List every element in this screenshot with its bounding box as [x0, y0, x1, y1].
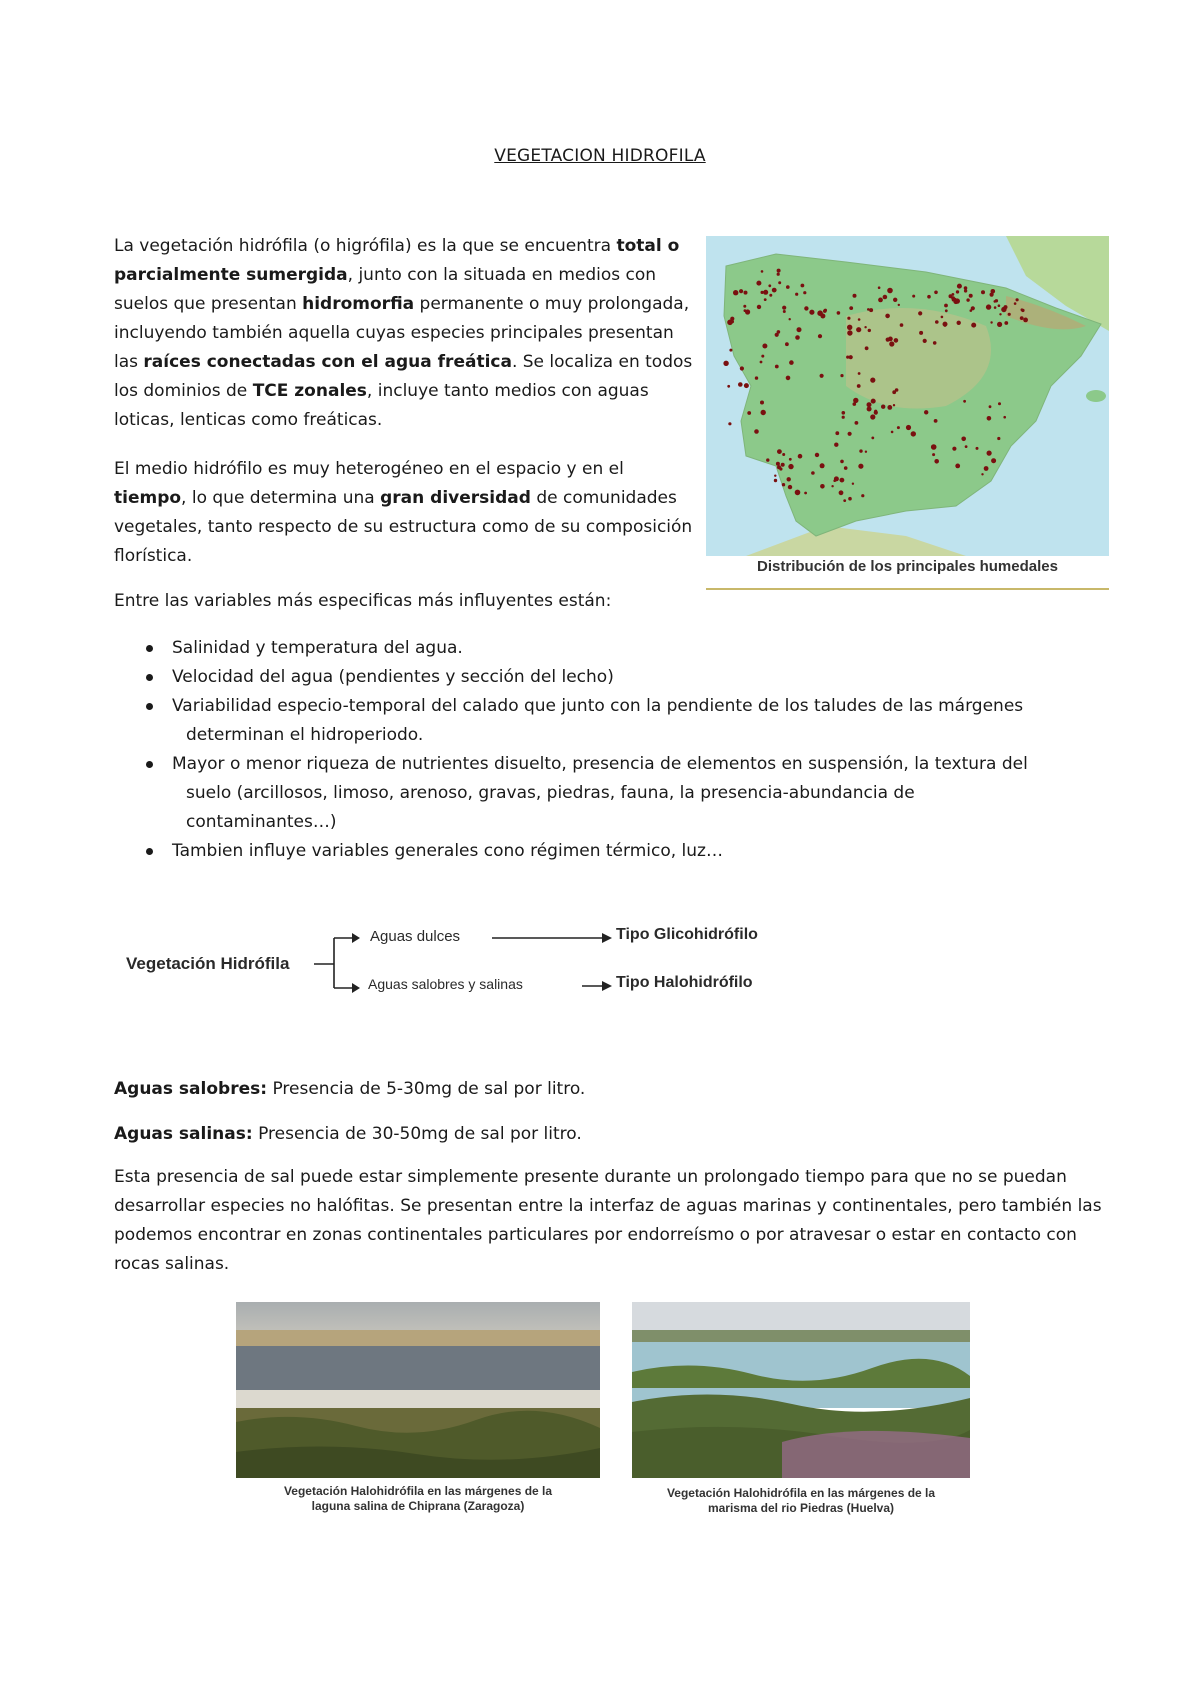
wetland-dot [970, 309, 973, 312]
wetland-dot [883, 295, 888, 300]
wetland-dot [835, 431, 839, 435]
diagram-result-glico: Tipo Glicohidrófilo [616, 926, 758, 943]
wetland-dot [772, 288, 777, 293]
wetland-dot [1008, 313, 1011, 316]
list-item: Variabilidad especio-temporal del calado que junto con la pendiente de los taludes de las márgenes determinan el hidroperiodo. [146, 692, 1096, 750]
diagram-branch-fresh: Aguas dulces [370, 928, 461, 945]
wetland-dot [757, 305, 761, 309]
wetland-dot [763, 290, 768, 295]
wetland-dot [881, 405, 885, 409]
wetland-dot [747, 411, 751, 415]
wetland-dot [811, 471, 815, 475]
wetland-dot [991, 458, 996, 463]
wetland-dot [870, 378, 875, 383]
wetland-dot [777, 273, 780, 276]
salt-paragraph: Esta presencia de sal puede estar simplemente presente durante un prolongado tiempo para que no se puedan desarrollar especies no halófitas. Se presentan entre la interfaz de aguas marinas y continentales, pero también las podemos encontrar en zonas continentales particulares por endorreísmo o por atravesar o estar en contacto con rocas salinas. [114, 1167, 1102, 1274]
wetland-dot [843, 499, 846, 502]
wetland-dot [865, 451, 867, 453]
wetland-dot [798, 454, 803, 459]
wetland-dot [998, 304, 1001, 307]
wetland-dot [778, 281, 781, 284]
wetland-dot [969, 294, 973, 298]
wetland-dot [823, 309, 827, 313]
wetland-dot [745, 309, 750, 314]
wetland-dot [797, 327, 802, 332]
wetland-dot [820, 484, 825, 489]
list-item: Velocidad del agua (pendientes y sección del lecho) [146, 663, 1096, 692]
wetland-dot [782, 483, 785, 486]
wetland-dot [952, 447, 956, 451]
wetland-dot [1004, 305, 1008, 309]
wetland-dot [788, 485, 792, 489]
wetland-dot [760, 361, 763, 364]
wetland-dot [957, 284, 962, 289]
wetland-dot [981, 473, 983, 475]
wetland-dot [971, 323, 976, 328]
wetland-dot [944, 324, 947, 327]
wetland-dot [788, 464, 793, 469]
wetland-dot [755, 376, 758, 379]
wetland-dot [963, 400, 966, 403]
list-item: Salinidad y temperatura del agua. [146, 634, 1096, 663]
wetland-dot [785, 342, 789, 346]
wetland-dot [761, 270, 764, 273]
wetland-dot [853, 398, 858, 403]
wetland-dot [754, 429, 759, 434]
wetland-dot [856, 327, 861, 332]
wetland-dot [878, 298, 883, 303]
wetland-dot [781, 463, 785, 467]
wetland-dot [871, 437, 874, 440]
wetland-dot [941, 316, 944, 319]
wetland-dot [932, 453, 935, 456]
wetland-dot [795, 293, 798, 296]
wetland-dot [964, 289, 967, 292]
wetland-dot [764, 298, 767, 301]
wetland-dot [868, 329, 871, 332]
wetland-dot [761, 355, 764, 358]
wetland-dot [815, 453, 819, 457]
wetland-dot [1020, 316, 1024, 320]
wetland-dot [919, 331, 923, 335]
wetland-dot [777, 449, 782, 454]
diagram-root-label: Vegetación Hidrófila [126, 954, 290, 973]
wetland-dot [1016, 298, 1019, 301]
diagram-result-halo: Tipo Halohidrófilo [616, 974, 753, 991]
wetland-dot [923, 339, 927, 343]
wetland-dot [795, 490, 801, 496]
diagram-branch-saline: Aguas salobres y salinas [368, 976, 523, 992]
wetland-dot [804, 306, 808, 310]
wetland-dot [733, 290, 738, 295]
wetland-dot [840, 478, 845, 483]
wetland-dot [874, 411, 878, 415]
wetland-dot [779, 467, 782, 470]
wetland-dot [870, 414, 875, 419]
wetland-dot [1003, 416, 1006, 419]
wetland-dot [987, 416, 992, 421]
wetland-dot [786, 376, 791, 381]
wetland-dot [743, 305, 746, 308]
wetland-dot [886, 338, 890, 342]
wetland-dot [760, 401, 764, 405]
wetland-dot [990, 321, 992, 323]
wetland-dot [740, 366, 744, 370]
wetland-dot [761, 291, 764, 294]
wetland-dot [933, 341, 937, 345]
wetland-dot [987, 451, 992, 456]
list-item: Mayor o menor riqueza de nutrientes disuelto, presencia de elementos en suspensión, la textura del suelo (arcillosos, limoso, arenoso, gravas, piedras, fauna, la presencia-abundancia de contaminantes…) [146, 750, 1096, 837]
wetland-dot [911, 431, 916, 436]
wetland-dot [837, 311, 841, 315]
wetland-dot [924, 410, 928, 414]
wetland-dot [801, 284, 805, 288]
wetland-dot [931, 444, 937, 450]
wetland-dot [775, 365, 779, 369]
wetland-dot [729, 349, 732, 352]
wetland-dot [976, 447, 979, 450]
wetland-dot [955, 464, 960, 469]
wetland-dot [782, 306, 786, 310]
wetland-dot [848, 432, 852, 436]
photo-chiprana [236, 1302, 600, 1478]
wetland-dot [912, 295, 915, 298]
wetland-dot [844, 466, 848, 470]
wetland-dot [945, 309, 948, 312]
wetland-dot [861, 494, 864, 497]
wetland-dot [934, 419, 938, 423]
definition-salinas: Aguas salinas: Presencia de 30-50mg de sal por litro. [114, 1124, 582, 1144]
wetland-dot [934, 459, 939, 464]
wetland-dot [900, 323, 904, 327]
wetland-dot [789, 360, 794, 365]
wetland-dot [833, 479, 836, 482]
wetland-dot [859, 449, 862, 452]
wetland-dot [961, 437, 966, 442]
page-title: VEGETACION HIDROFILA [494, 146, 706, 166]
wetland-dot [934, 291, 938, 295]
wetland-dot [999, 313, 1001, 315]
wetland-dot [803, 291, 806, 294]
wetland-dot [864, 326, 866, 328]
wetland-dot [744, 383, 749, 388]
photo-piedras-caption: Vegetación Halohidrófila en las márgenes de la marisma del rio Piedras (Huelva) [666, 1486, 936, 1515]
wetland-dot [895, 388, 899, 392]
wetland-dot [738, 382, 743, 387]
wetland-dot [774, 479, 777, 482]
wetland-dot [891, 431, 894, 434]
wetland-dot [965, 445, 968, 448]
wetland-dot [756, 281, 761, 286]
wetland-dot [935, 320, 939, 324]
wetland-dot [842, 411, 846, 415]
wetland-dot [769, 294, 772, 297]
wetland-dot [918, 311, 922, 315]
wetland-dot [762, 344, 767, 349]
wetland-dot [842, 416, 845, 419]
variables-intro: Entre las variables más especificas más influyentes están: [114, 591, 612, 611]
wetland-dot [894, 338, 899, 343]
wetland-dot [927, 295, 931, 299]
wetland-dot [865, 346, 869, 350]
wetland-dot [783, 310, 786, 313]
list-item: Tambien influye variables generales cono régimen térmico, luz… [146, 837, 1096, 866]
wetland-dot [906, 425, 911, 430]
map-caption: Distribución de los principales humedales [757, 558, 1058, 575]
wetland-dot [849, 306, 853, 310]
map-bottom-rule [706, 588, 1109, 590]
heterogeneity-paragraph: El medio hidrófilo es muy heterogéneo en el espacio y en el tiempo, lo que determina una gran diversidad de comunidades vegetales, tanto respecto de su estructura como de su composición florística. [114, 459, 693, 566]
wetland-dot [1021, 308, 1024, 311]
wetland-dot [723, 361, 728, 366]
wetland-dot [820, 463, 825, 468]
wetland-dot [878, 286, 881, 289]
wetland-dot [986, 304, 991, 309]
wetland-dot [847, 330, 852, 335]
wetland-dot [834, 443, 838, 447]
wetland-dot [831, 485, 833, 487]
wetland-dot [847, 325, 852, 330]
map-baleares [1086, 390, 1106, 402]
wetland-dot [786, 285, 790, 289]
wetland-dot [858, 372, 861, 375]
wetland-dot [789, 458, 792, 461]
wetland-dot [989, 405, 992, 408]
wetland-dot [809, 310, 814, 315]
wetland-dot [728, 422, 731, 425]
classification-diagram [120, 920, 800, 1010]
wetland-dot [787, 477, 791, 481]
wetland-dot [997, 437, 1000, 440]
wetland-dot [727, 385, 730, 388]
wetland-dot [852, 483, 854, 485]
wetland-dot [766, 458, 769, 461]
wetland-dot [867, 308, 870, 311]
wetland-dot [995, 299, 998, 302]
wetland-dot [887, 405, 892, 410]
wetland-dot [739, 289, 743, 293]
wetland-dot [1014, 302, 1017, 305]
wetland-dot [820, 374, 824, 378]
wetland-dot [774, 475, 776, 477]
wetland-dot [847, 317, 850, 320]
wetland-dot [775, 333, 779, 337]
wetland-dot [840, 460, 844, 464]
wetland-dot [1023, 318, 1028, 323]
wetland-dot [768, 284, 771, 287]
wetland-dot [777, 269, 781, 273]
wetland-dot [782, 453, 785, 456]
wetland-dot [957, 321, 961, 325]
wetland-dot [994, 306, 997, 309]
wetland-dot [990, 293, 994, 297]
wetland-dot [867, 402, 872, 407]
wetland-dot [997, 322, 1002, 327]
wetland-dot [887, 288, 893, 294]
wetland-dot [867, 407, 872, 412]
wetland-dot [966, 298, 969, 301]
wetland-dot [855, 421, 859, 425]
wetland-dot [853, 294, 857, 298]
wetland-dot [761, 410, 766, 415]
wetland-dot [889, 341, 894, 346]
photo-chiprana-caption: Vegetación Halohidrófila en las márgenes de la laguna salina de Chiprana (Zaragoza) [283, 1484, 553, 1513]
wetland-dot [893, 404, 895, 406]
photo-piedras [632, 1302, 970, 1478]
wetlands-map [706, 236, 1109, 594]
wetland-dot [885, 314, 890, 319]
wetland-dot [744, 291, 748, 295]
wetland-dot [949, 294, 953, 298]
wetland-dot [893, 298, 897, 302]
wetland-dot [1004, 321, 1008, 325]
wetland-dot [981, 290, 985, 294]
wetland-dot [998, 402, 1001, 405]
wetland-dot [956, 290, 959, 293]
wetland-dot [857, 384, 861, 388]
wetland-dot [944, 304, 948, 308]
wetland-dot [789, 318, 791, 320]
wetland-dot [869, 308, 873, 312]
wetland-dot [731, 320, 734, 323]
variables-list [146, 634, 1096, 866]
wetland-dot [848, 497, 852, 501]
wetland-dot [898, 304, 900, 306]
wetland-dot [776, 462, 780, 466]
wetland-dot [858, 318, 861, 321]
intro-paragraph: La vegetación hidrófila (o higrófila) es la que se encuentra total o parcialmente sumergida, junto con la situada en medios con suelos que presentan hidromorfia permanente o muy prolongada, incluyendo también aquella cuyas especies principales presentan las raíces conectadas con el agua freática. Se localiza en todos los dominios de TCE zonales, incluye tanto medios con aguas loticas, lenticas como freáticas. [114, 236, 693, 430]
wetland-dot [818, 334, 822, 338]
definition-salobres: Aguas salobres: Presencia de 5-30mg de sal por litro. [114, 1079, 586, 1099]
wetland-dot [846, 356, 849, 359]
wetland-dot [840, 374, 843, 377]
wetland-dot [804, 492, 807, 495]
wetland-dot [839, 490, 844, 495]
wetland-dot [897, 426, 900, 429]
wetland-dot [984, 466, 989, 471]
wetland-dot [858, 464, 863, 469]
wetland-dot [954, 298, 957, 301]
wetland-dot [795, 335, 800, 340]
wetland-dot [820, 314, 825, 319]
wetland-dot [871, 399, 876, 404]
